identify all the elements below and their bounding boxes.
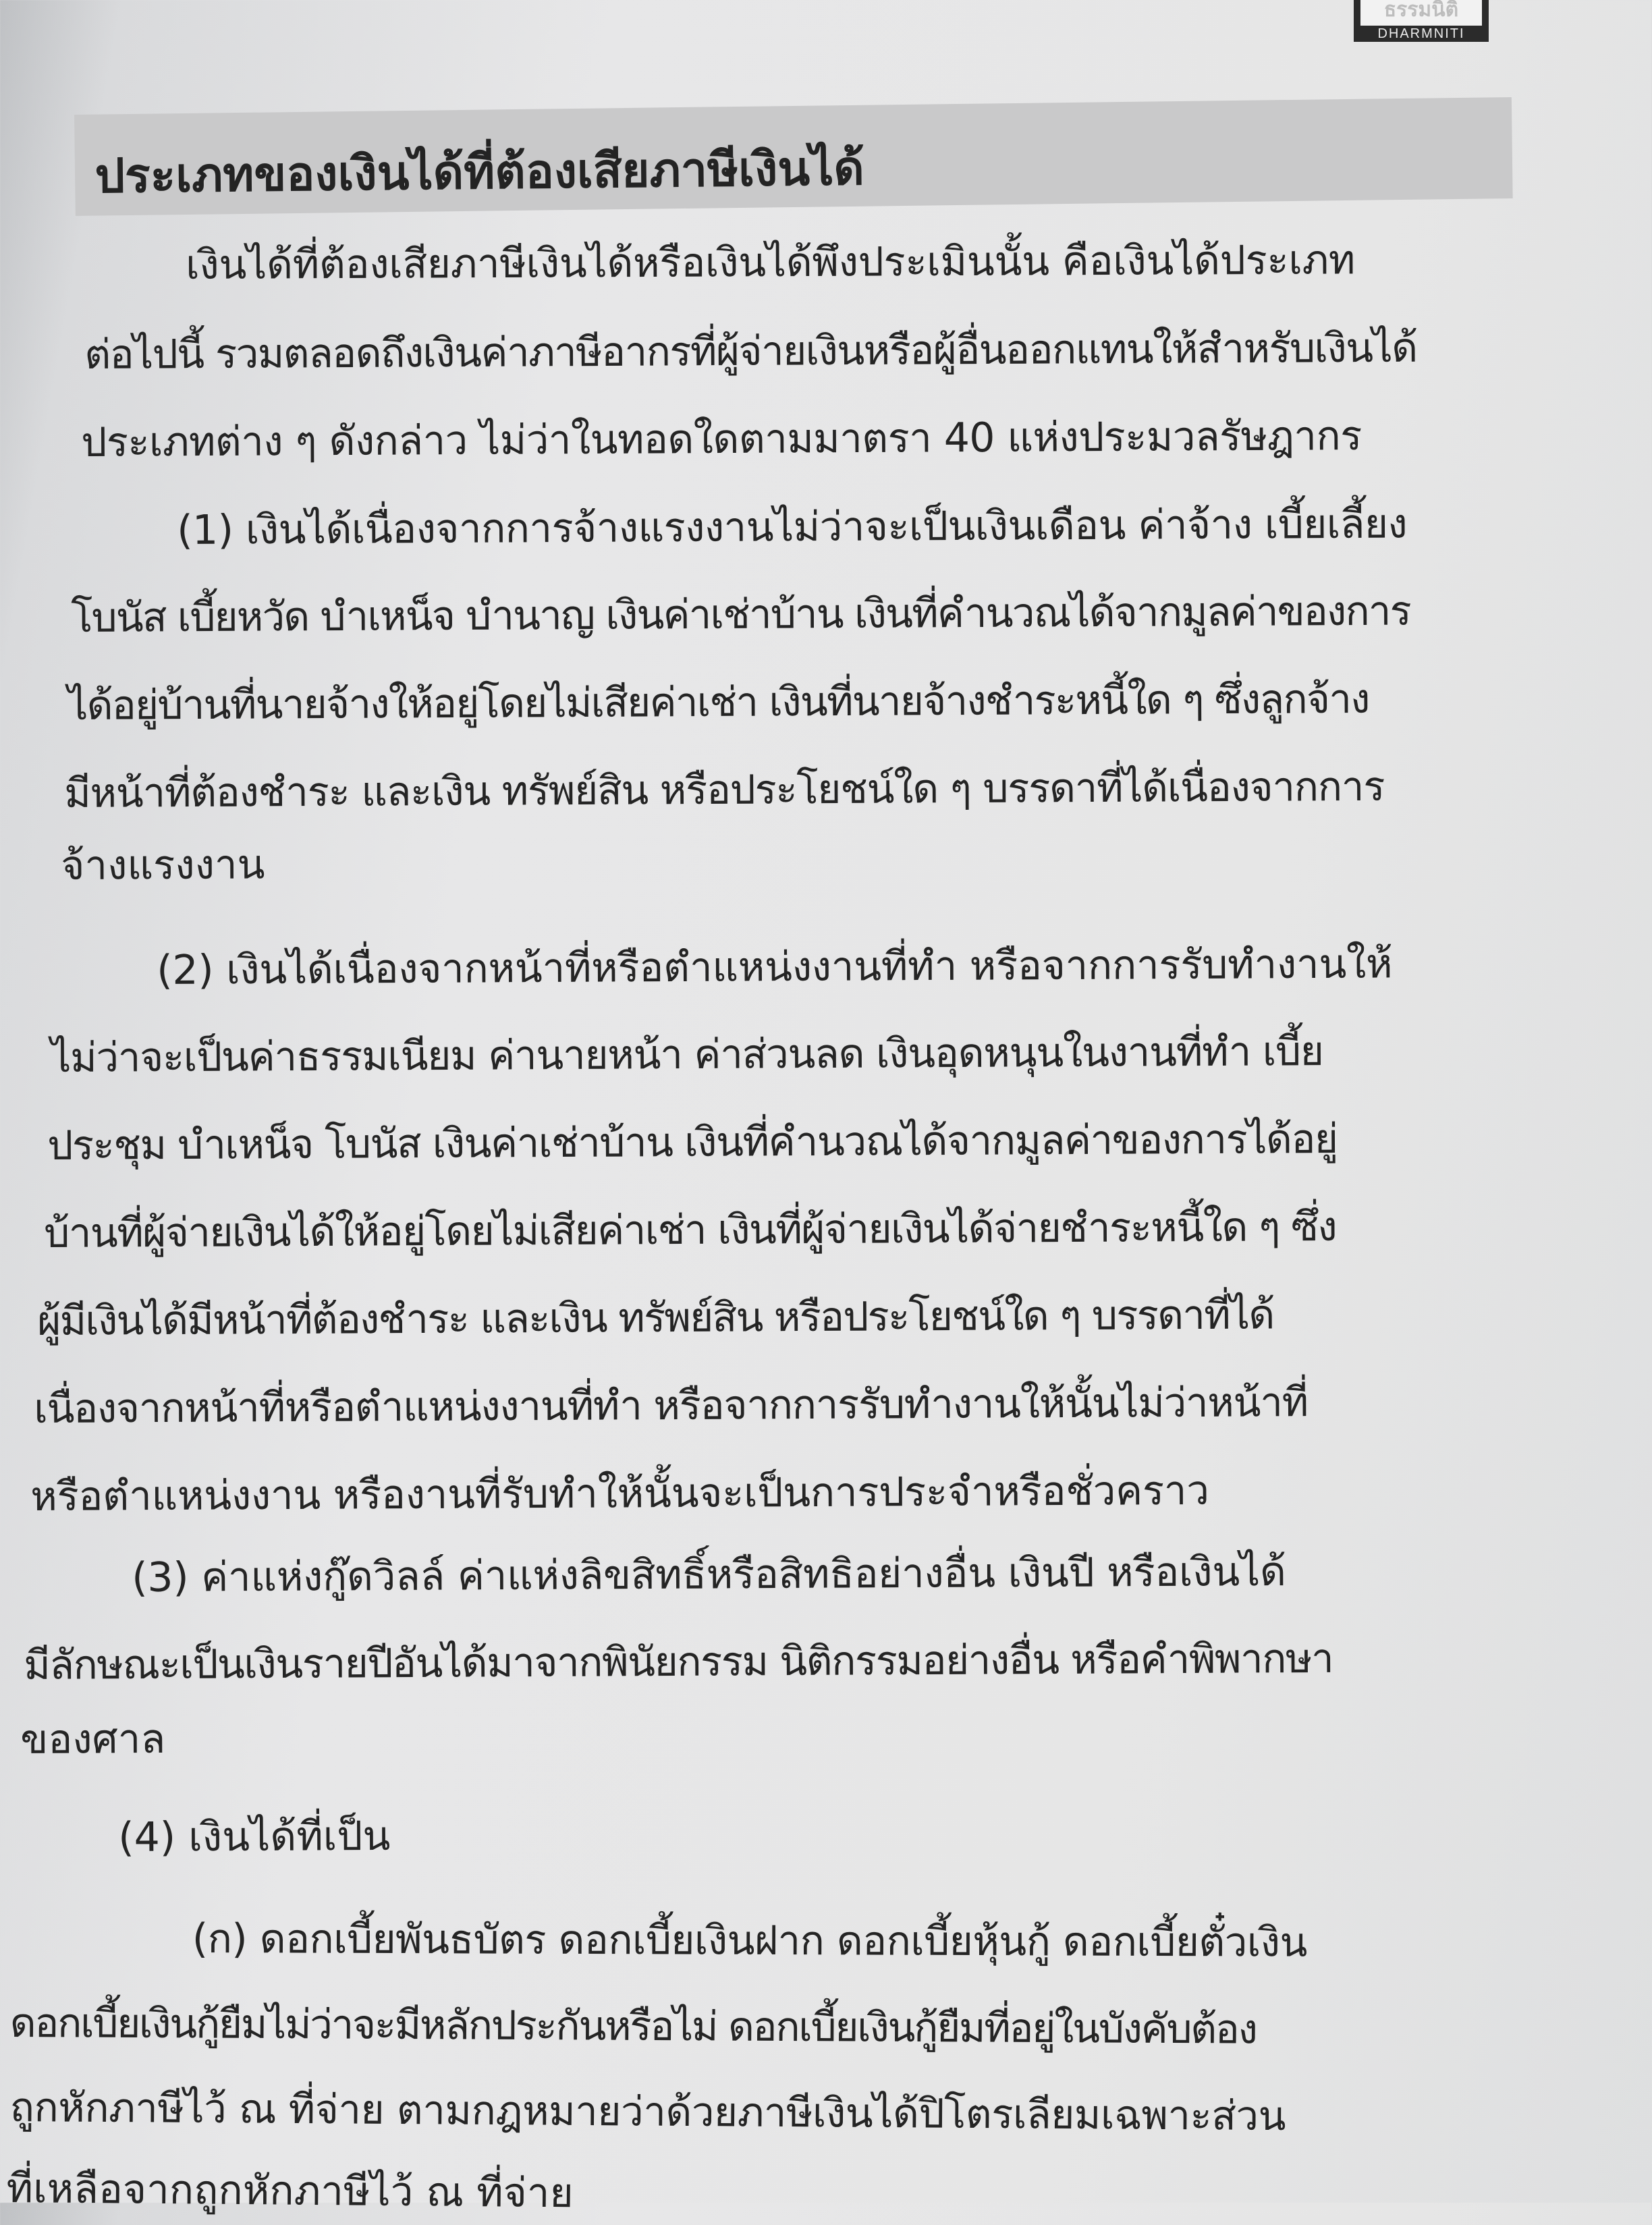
paragraph-line: (2) เงินได้เนื่องจากหน้าที่หรือตำแหน่งงานที่ทำ หรือจากการรับทำงานให้: [157, 940, 1393, 994]
paragraph-line: ที่เหลือจากถูกหักภาษีไว้ ณ ที่จ่าย: [6, 2164, 574, 2218]
paragraph-line: เงินได้ที่ต้องเสียภาษีเงินได้หรือเงินได้พึงประเมินนั้น คือเงินได้ประเภท: [186, 236, 1356, 289]
paragraph-line: มีหน้าที่ต้องชำระ และเงิน ทรัพย์สิน หรือประโยชน์ใด ๆ บรรดาที่ได้เนื่องจากการ: [64, 763, 1385, 817]
paragraph-line: (4) เงินได้ที่เป็น: [118, 1812, 391, 1861]
paragraph-line: หรือตำแหน่งงาน หรืองานที่รับทำให้นั้นจะเป็นการประจำหรือชั่วคราว: [30, 1466, 1209, 1520]
paragraph-line: เนื่องจากหน้าที่หรือตำแหน่งงานที่ทำ หรือจากการรับทำงานให้นั้นไม่ว่าหน้าที่: [34, 1379, 1309, 1433]
paragraph-line: ของศาล: [20, 1715, 166, 1763]
paragraph-line: (1) เงินได้เนื่องจากการจ้างแรงงานไม่ว่าจะเป็นเงินเดือน ค่าจ้าง เบี้ยเลี้ยง: [177, 500, 1408, 554]
paragraph-line: จ้างแรงงาน: [61, 841, 265, 889]
paragraph-line: (3) ค่าแห่งกู๊ดวิลล์ ค่าแห่งลิขสิทธิ์หรือสิทธิอย่างอื่น เงินปี หรือเงินได้: [132, 1548, 1286, 1601]
paragraph-line: ต่อไปนี้ รวมตลอดถึงเงินค่าภาษีอากรที่ผู้จ่ายเงินหรือผู้อื่นออกแทนให้สำหรับเงินได้: [84, 324, 1417, 379]
paragraph-line: ประเภทต่าง ๆ ดังกล่าว ไม่ว่าในทอดใดตามมาตรา 40 แห่งประมวลรัษฎากร: [81, 412, 1362, 466]
paragraph-line: (ก) ดอกเบี้ยพันธบัตร ดอกเบี้ยเงินฝาก ดอกเบี้ยหุ้นกู้ ดอกเบี้ยตั๋วเงิน: [192, 1915, 1307, 1967]
paragraph-line: ดอกเบี้ยเงินกู้ยืมไม่ว่าจะมีหลักประกันหรือไม่ ดอกเบี้ยเงินกู้ยืมที่อยู่ในบังคับต้อง: [9, 1999, 1257, 2054]
paragraph-line: ได้อยู่บ้านที่นายจ้างให้อยู่โดยไม่เสียค่าเช่า เงินที่นายจ้างชำระหนี้ใด ๆ ซึ่งลูกจ้าง: [67, 675, 1369, 730]
paragraph-line: มีลักษณะเป็นเงินรายปีอันได้มาจากพินัยกรรม นิติกรรมอย่างอื่น หรือคำพิพากษา: [24, 1635, 1333, 1689]
section-heading: ประเภทของเงินได้ที่ต้องเสียภาษีเงินได้: [94, 140, 865, 204]
paragraph-line: ประชุม บำเหน็จ โบนัส เงินค่าเช่าบ้าน เงินที่คำนวณได้จากมูลค่าของการได้อยู่: [47, 1115, 1338, 1170]
paragraph-line: โบนัส เบี้ยหวัด บำเหน็จ บำนาญ เงินค่าเช่าบ้าน เงินที่คำนวณได้จากมูลค่าของการ: [71, 587, 1411, 642]
paragraph-line: บ้านที่ผู้จ่ายเงินได้ให้อยู่โดยไม่เสียค่าเช่า เงินที่ผู้จ่ายเงินได้จ่ายชำระหนี้ใด ๆ ซึ่ง: [44, 1203, 1337, 1257]
paragraph-line: ผู้มีเงินได้มีหน้าที่ต้องชำระ และเงิน ทรัพย์สิน หรือประโยชน์ใด ๆ บรรดาที่ได้: [37, 1291, 1274, 1345]
publisher-logo-thai: ธรรมนิติ: [1360, 0, 1482, 26]
paragraph-line: ถูกหักภาษีไว้ ณ ที่จ่าย ตามกฎหมายว่าด้วยภาษีเงินได้ปิโตรเลียมเฉพาะส่วน: [9, 2083, 1286, 2141]
paragraph-line: ไม่ว่าจะเป็นค่าธรรมเนียม ค่านายหน้า ค่าส่วนลด เงินอุดหนุนในงานที่ทำ เบี้ย: [51, 1028, 1323, 1082]
publisher-logo-latin: DHARMNITI: [1377, 26, 1465, 41]
